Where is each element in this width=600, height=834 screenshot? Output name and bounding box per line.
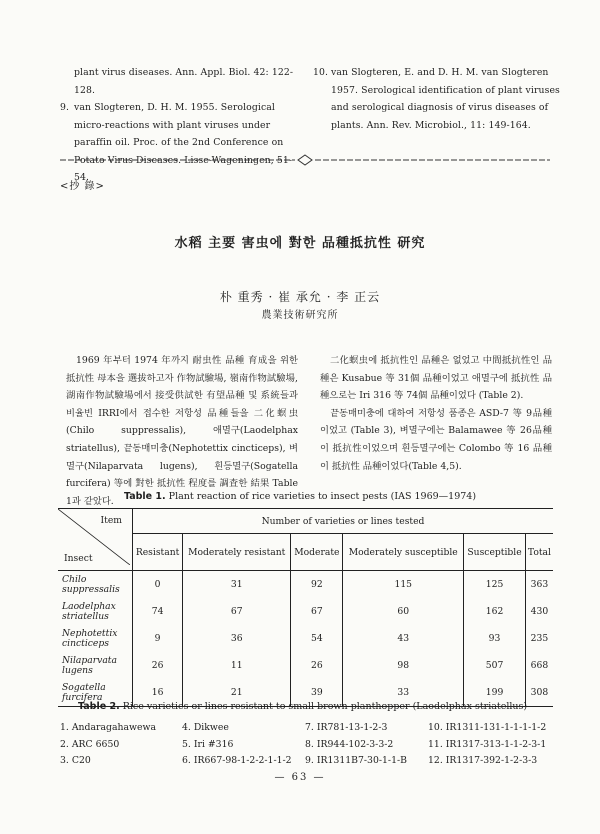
cell: 507 xyxy=(464,652,526,679)
reference-text: van Slogteren, E. and D. H. M. van Slogteren 1957. Serological identification of plant viruses and serological diagnosis of virus diseases of plants. Ann. Rev. Microbiol., 11: 149-164. xyxy=(331,67,560,131)
table1-label: Table 1. xyxy=(123,491,166,502)
table2-label: Table 2. xyxy=(78,701,120,712)
column-header: Total xyxy=(525,534,553,571)
table2-caption xyxy=(78,701,558,712)
cell: 668 xyxy=(525,652,553,679)
abstract-tag: <抄 錄> xyxy=(60,181,105,192)
column-header: Moderately susceptible xyxy=(343,534,464,571)
row-insect: Nephotettix cincticeps xyxy=(62,627,118,649)
cell: 43 xyxy=(343,625,464,652)
reference-number: 9. xyxy=(60,102,70,113)
table2-column xyxy=(305,720,407,770)
authors: 朴 重秀 · 崔 承允 · 李 正云 xyxy=(219,290,381,304)
cell: 115 xyxy=(343,571,464,599)
cell: 308 xyxy=(525,679,553,707)
list-item: 12. IR1317-392-1-2-3-3 xyxy=(428,755,538,766)
table2-column xyxy=(182,720,292,770)
list-item: 8. IR944-102-3-3-2 xyxy=(305,738,394,750)
cell: 16 xyxy=(133,679,183,707)
cell: 33 xyxy=(343,679,464,707)
column-header: Moderate xyxy=(291,534,343,571)
cell: 26 xyxy=(291,652,343,679)
table2-column xyxy=(428,720,546,770)
cell: 93 xyxy=(464,625,526,652)
list-item: 6. IR667-98-1-2-2-1-1-2 xyxy=(182,755,292,766)
table1-corner-cell xyxy=(58,509,133,571)
table-row xyxy=(58,625,553,652)
table1 xyxy=(58,508,553,707)
table1-header-row xyxy=(58,509,553,534)
cell: 430 xyxy=(525,598,553,625)
list-item: 4. Dikwee xyxy=(182,722,229,733)
cell: 98 xyxy=(343,652,464,679)
reference-item xyxy=(60,99,300,187)
cell: 125 xyxy=(464,571,526,599)
cell: 31 xyxy=(183,571,291,599)
column-header: Resistant xyxy=(133,534,183,571)
table1-caption xyxy=(0,491,600,502)
paper-title: 水稻 主要 害虫에 對한 品種抵抗性 研究 xyxy=(174,236,426,251)
list-item: 5. Iri #316 xyxy=(182,738,234,750)
list-item: 2. ARC 6650 xyxy=(60,738,120,750)
cell: 162 xyxy=(464,598,526,625)
body-paragraph: 끝동매미충에 대하여 저항성 품종은 ASD-7 等 9品種이었고 (Table 3), 벼멸구에는 Balamawee 等 26品種이 抵抗性이었으며 흰등멸구에는 Colombo 等 16 品種이 抵抗性 品種이었다(Table 4,5). xyxy=(320,407,552,472)
cell: 36 xyxy=(183,625,291,652)
row-insect: Laodelphax striatellus xyxy=(62,600,116,622)
cell: 235 xyxy=(525,625,553,652)
cell: 60 xyxy=(343,598,464,625)
reference-text: van Slogteren, D. H. M. 1955. Serological micro-reactions with plant viruses under paraffin oil. Proc. of the 2nd Conference on Potato Virus Diseases. Lisse-Wageningen, 51-54. xyxy=(74,102,293,183)
cell: 9 xyxy=(133,625,183,652)
table-row xyxy=(58,571,553,599)
table2-caption-text: Rice varieties or lines resistant to small brown planthopper (Laodelphax striatellus) xyxy=(122,701,528,712)
list-item: 10. IR1311-131-1-1-1-1-2 xyxy=(428,722,547,733)
cell: 363 xyxy=(525,571,553,599)
references-right-column xyxy=(313,64,563,134)
list-item: 11. IR1317-313-1-1-2-3-1 xyxy=(428,738,547,750)
cell: 21 xyxy=(183,679,291,707)
column-header: Moderately resistant xyxy=(183,534,291,571)
references-left-column xyxy=(60,64,300,187)
row-insect: Nilaparvata lugens xyxy=(62,654,117,676)
list-item: 1. Andaragahawewa xyxy=(60,722,156,733)
body-paragraph: 1969 年부터 1974 年까지 耐虫性 品種 育成을 위한 抵抗性 母本을 選拔하고자 作物試驗場, 嶺南作物試驗場, 湖南作物試驗場에서 接受供試한 有望品種 및 系統들과 비율빈 IRRI에서 접수한 저항성 品種들을 二化螟虫 (Chilo suppressalis), 애멸구(Laodelphax striatellus), 끝동매미충(Nephotettix cincticeps), 벼멸구(Nilaparvata lugens), 흰등멸구(Sogatella furcifera) 等에 對한 抵抗性 程度를 調査한 結果 Table 1과 같았다. xyxy=(66,355,298,507)
table-row xyxy=(58,598,553,625)
list-item: 9. IR1311B7-30-1-1-B xyxy=(305,755,407,766)
cell: 199 xyxy=(464,679,526,707)
list-item: 3. C20 xyxy=(60,755,91,766)
body-left-column xyxy=(66,352,298,510)
row-insect: Sogatella furcifera xyxy=(58,679,133,707)
reference-item xyxy=(60,64,300,99)
reference-number: 10. xyxy=(313,67,329,78)
table1-caption-text: Plant reaction of rice varieties to insect pests (IAS 1969—1974) xyxy=(168,491,477,502)
table2-column xyxy=(60,720,156,770)
cell: 92 xyxy=(291,571,343,599)
corner-item-label: Item xyxy=(100,515,122,526)
reference-text: plant virus diseases. Ann. Appl. Biol. 42: 122-128. xyxy=(74,67,294,96)
body-right-column xyxy=(320,352,552,475)
row-insect: Chilo suppressalis xyxy=(62,573,120,595)
body-paragraph: 二化螟虫에 抵抗性인 品種은 없었고 中間抵抗性인 品種은 Kusabue 等 31個 品種이었고 애멸구에 抵抗性 品種으로는 Iri 316 等 74個 品種이었다 (Table 2). xyxy=(320,355,552,402)
cell: 67 xyxy=(183,598,291,625)
cell: 0 xyxy=(133,571,183,599)
table1-group-header: Number of varieties or lines tested xyxy=(133,509,554,534)
cell: 11 xyxy=(183,652,291,679)
cell: 26 xyxy=(133,652,183,679)
reference-item xyxy=(313,64,563,134)
list-item: 7. IR781-13-1-2-3 xyxy=(305,722,388,733)
cell: 54 xyxy=(291,625,343,652)
table-row xyxy=(58,652,553,679)
cell: 67 xyxy=(291,598,343,625)
page-number: — 63 — xyxy=(274,772,326,783)
corner-insect-label: Insect xyxy=(64,553,93,564)
cell: 74 xyxy=(133,598,183,625)
column-header: Susceptible xyxy=(464,534,526,571)
affiliation: 農業技術研究所 xyxy=(261,310,339,321)
section-divider xyxy=(60,153,550,167)
cell: 39 xyxy=(291,679,343,707)
